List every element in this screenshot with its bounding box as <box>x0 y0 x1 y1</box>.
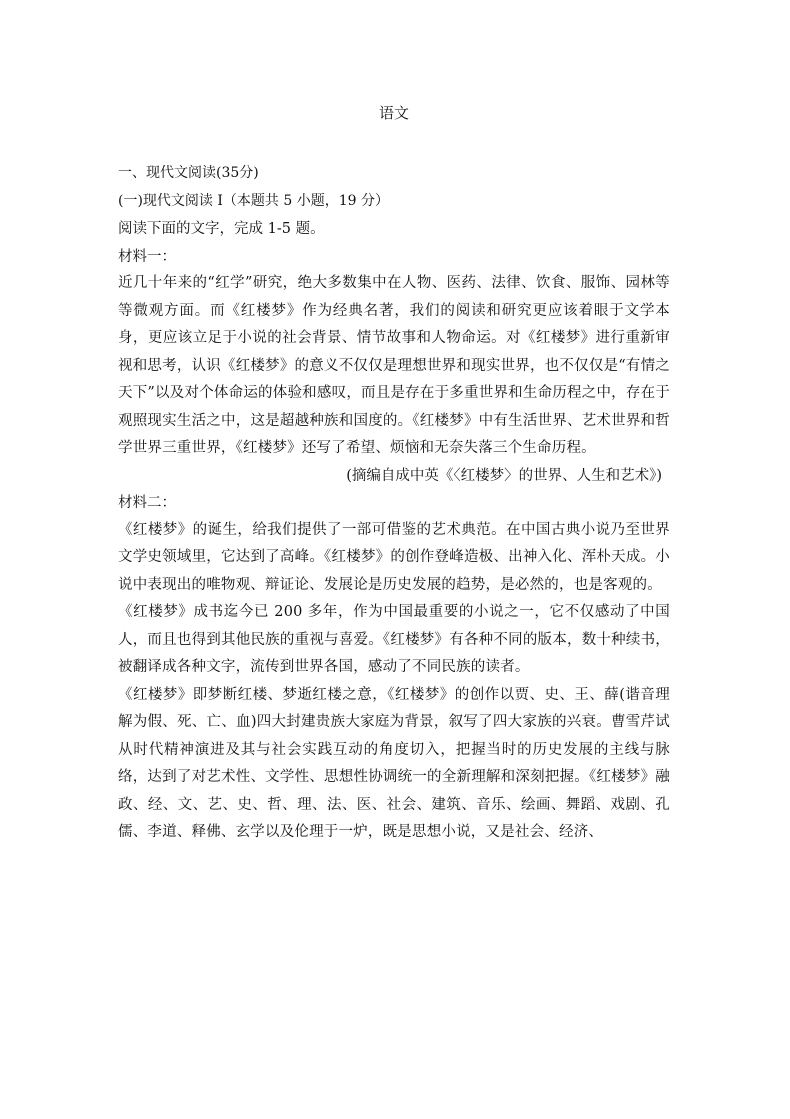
material1-label: 材料一： <box>118 249 176 265</box>
material2-paragraph-1: 《红楼梦》的诞生，给我们提供了一部可借鉴的艺术典范。在中国古典小说乃至世界文学史领域里，它达到了高峰。《红楼梦》的创作登峰造极、出神入化、浑朴天成。小说中表现出的唯物观、辩证论、发展论是历史发展的趋势，是必然的，也是客观的。 <box>118 521 670 593</box>
material2-paragraph-2: 《红楼梦》成书迄今已 200 多年，作为中国最重要的小说之一，它不仅感动了中国人，而且也得到其他民族的重视与喜爱。《红楼梦》有各种不同的版本，数十种续书，被翻译成各种文字，流传到世界各国，感动了不同民族的读者。 <box>118 604 670 675</box>
instruction-text: 阅读下面的文字，完成 1-5 题。 <box>118 221 325 237</box>
document-body <box>118 163 670 847</box>
section-heading: 一、现代文阅读(35分) <box>118 165 259 181</box>
page-title: 语文 <box>378 104 409 122</box>
material2-label: 材料二： <box>118 494 176 511</box>
material1-paragraph: 近几十年来的“红学”研究，绝大多数集中在人物、医药、法律、饮食、服饰、园林等等微观方面。而《红楼梦》作为经典名著，我们的阅读和研究更应该着眼于文学本身，更应该立足于小说的社会背景、情节故事和人物命运。对《红楼梦》进行重新审视和思考，认识《红楼梦》的意义不仅仅是理想世界和现实世界，也不仅仅是“有情之天下”以及对个体命运的体验和感叹，而且是存在于多重世界和生命历程之中，存在于观照现实生活之中，这是超越种族和国度的。《红楼梦》中有生活世界、艺术世界和哲学世界三重世界，《红楼梦》还写了希望、烦恼和无奈失落三个生命历程。 <box>118 275 670 456</box>
document-page <box>118 0 670 1119</box>
material2-paragraph-3: 《红楼梦》即梦断红楼、梦逝红楼之意，《红楼梦》的创作以贾、史、王、薛(谐音理解为假、死、亡、血)四大封建贵族大家庭为背景，叙写了四大家族的兴衰。曹雪芹试从时代精神演进及其与社会实践互动的角度切入，把握当时的历史发展的主线与脉络，达到了对艺术性、文学性、思想性协调统一的全新理解和深刻把握。《红楼梦》融政、经、文、艺、史、哲、理、法、医、社会、建筑、音乐、绘画、舞蹈、戏剧、孔儒、李道、释佛、玄学以及伦理于一炉，既是思想小说，又是社会、经济、 <box>118 686 670 840</box>
subsection-heading: (一)现代文阅读 I（本题共 5 小题，19 分） <box>118 193 389 209</box>
material1-source: (摘编自成中英《〈红楼梦〉的世界、人生和艺术》) <box>346 467 662 484</box>
